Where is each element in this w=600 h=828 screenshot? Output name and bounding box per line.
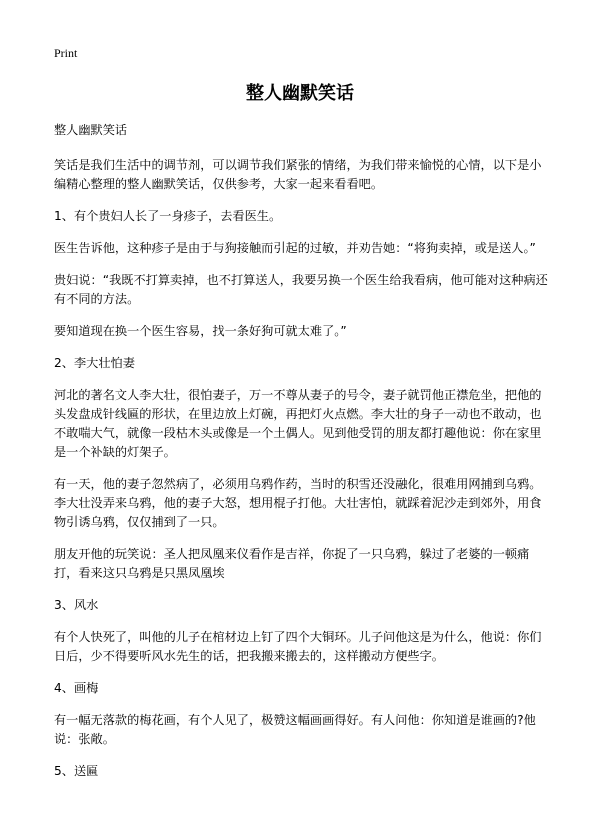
- joke-paragraph: 有一幅无落款的梅花画，有个人见了，极赞这幅画画得好。有人问他：你知道是谁画的?他说：张敞。: [54, 713, 536, 746]
- joke-heading: 1、有个贵妇人长了一身疹子，去看医生。: [54, 209, 282, 223]
- joke-paragraph: 河北的著名文人李大壮，很怕妻子，万一不尊从妻子的号令，妻子就罚他正襟危坐，把他的头发盘成针线匾的形状，在里边放上灯碗，再把灯火点燃。李大壮的身子一动也不敢动，也不敢喘大气，就像一段枯木头或像是一个土偶人。见到他受罚的朋友都打趣他说：你在家里是一个补缺的灯架子。: [54, 388, 542, 459]
- joke-paragraph: 贵妇说：“我既不打算卖掉，也不打算送人，我要另换一个医生给我看病，他可能对这种病还有不同的方法。: [54, 273, 548, 306]
- joke-heading: 5、送匾: [54, 764, 99, 778]
- print-link[interactable]: Print: [54, 46, 78, 60]
- joke-heading: 4、画梅: [54, 681, 99, 695]
- joke-paragraph: 有一天，他的妻子忽然病了，必须用乌鸦作药，当时的积雪还没融化，很难用网捕到乌鸦。李大壮没弄来乌鸦，他的妻子大怒，想用棍子打他。大壮害怕，就踩着泥沙走到郊外，用食物引诱乌鸦，仅仅捕到了一只。: [54, 477, 542, 529]
- joke-heading: 3、风水: [54, 598, 99, 612]
- article-intro: 笑话是我们生活中的调节剂，可以调节我们紧张的情绪，为我们带来愉悦的心情，以下是小编精心整理的整人幽默笑话，仅供参考，大家一起来看看吧。: [54, 158, 542, 191]
- joke-paragraph: 有个人快死了，叫他的儿子在棺材边上钉了四个大铜环。儿子问他这是为什么，他说：你们日后，少不得要听风水先生的话，把我搬来搬去的，这样搬动方便些字。: [54, 630, 542, 663]
- joke-paragraph: 医生告诉他，这种疹子是由于与狗接触而引起的过敏，并劝告她：“将狗卖掉，或是送人。”: [54, 241, 536, 255]
- page-title: 整人幽默笑话: [246, 83, 354, 104]
- article-subtitle: 整人幽默笑话: [54, 123, 128, 137]
- joke-heading: 2、李大壮怕妻: [54, 356, 135, 370]
- article-body: [54, 121, 548, 794]
- joke-paragraph: 朋友开他的玩笑说：圣人把凤凰来仪看作是吉祥，你捉了一只乌鸦，躲过了老婆的一顿痛打，看来这只乌鸦是只黑凤凰埃: [54, 547, 530, 580]
- joke-paragraph: 要知道现在换一个医生容易，找一条好狗可就太难了。”: [54, 324, 347, 338]
